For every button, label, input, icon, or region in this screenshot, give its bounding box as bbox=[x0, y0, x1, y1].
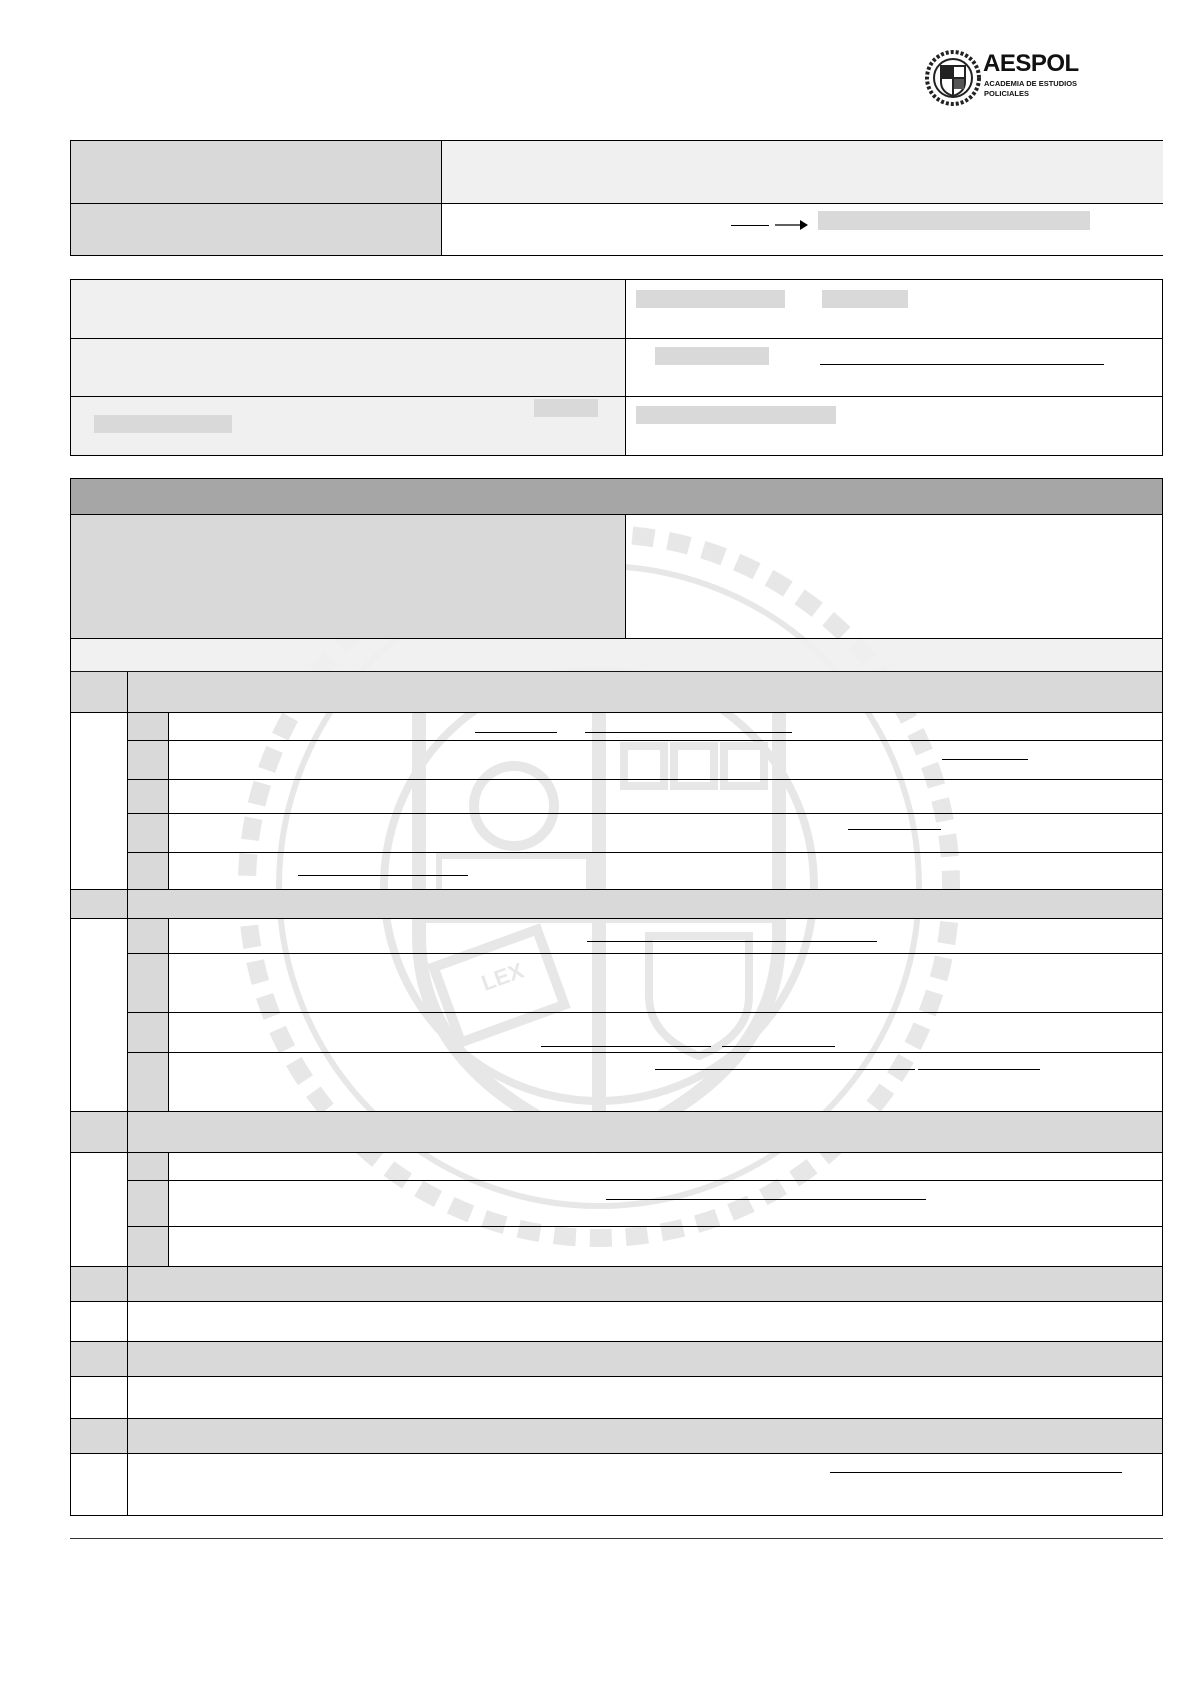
underline-blank bbox=[722, 1046, 835, 1047]
mid-value-cell-2 bbox=[626, 339, 1163, 397]
item-number-cell bbox=[128, 713, 169, 740]
item-number-cell bbox=[128, 1227, 169, 1266]
section-5-number-cell bbox=[71, 1342, 128, 1376]
mid-label-cell-2 bbox=[71, 339, 626, 397]
section-5-body bbox=[71, 1377, 1162, 1419]
underline-blank bbox=[848, 829, 941, 830]
mid-value-cell-1 bbox=[626, 280, 1163, 339]
section-1-header bbox=[71, 672, 1162, 713]
logo-subtitle-line2: POLICIALES bbox=[984, 89, 1030, 98]
underline-blank bbox=[606, 1199, 926, 1200]
section-2-header bbox=[71, 890, 1162, 919]
logo-title: AESPOL bbox=[983, 50, 1079, 77]
section-1-number-cell bbox=[71, 672, 128, 712]
main-form-table bbox=[70, 478, 1163, 1516]
item-number-cell bbox=[128, 853, 169, 889]
redacted-field bbox=[818, 211, 1090, 230]
item-number-cell bbox=[128, 1181, 169, 1226]
section-2-body bbox=[71, 919, 1162, 1112]
svg-text:LEX: LEX bbox=[478, 957, 527, 996]
arrow-right-icon bbox=[773, 218, 809, 232]
underline-blank bbox=[918, 1069, 1040, 1070]
redacted-field bbox=[636, 406, 836, 424]
section-2-item-row bbox=[128, 954, 1162, 1013]
info-label-cell-2 bbox=[71, 204, 442, 255]
info-table-top bbox=[70, 140, 1163, 256]
section-1-item-row bbox=[128, 741, 1162, 780]
aespol-logo bbox=[925, 48, 1079, 108]
logo-subtitle-line1: ACADEMIA DE ESTUDIOS bbox=[984, 79, 1078, 88]
form-top-right-cell bbox=[626, 515, 1162, 639]
redacted-field bbox=[636, 290, 785, 308]
underline-blank bbox=[541, 1046, 711, 1047]
section-1-left-cell bbox=[71, 713, 128, 889]
item-number-cell bbox=[128, 1013, 169, 1052]
section-3-title-cell bbox=[128, 1112, 1162, 1152]
redacted-field bbox=[822, 290, 908, 308]
section-1-item-row bbox=[128, 814, 1162, 853]
item-number-cell bbox=[128, 780, 169, 813]
section-6-title-cell bbox=[128, 1419, 1162, 1453]
section-2-item-row bbox=[128, 1013, 1162, 1053]
section-3-body bbox=[71, 1153, 1162, 1267]
mid-label-cell-3 bbox=[71, 397, 626, 455]
footer-divider bbox=[70, 1538, 1163, 1539]
section-6-left-cell bbox=[71, 1454, 128, 1515]
item-number-cell bbox=[128, 919, 169, 953]
underline-blank bbox=[731, 225, 769, 226]
underline-blank bbox=[820, 364, 1104, 365]
info-value-cell-1 bbox=[442, 141, 1163, 204]
section-3-item-row bbox=[128, 1153, 1162, 1181]
underline-blank bbox=[830, 1472, 1122, 1473]
section-3-item-row bbox=[128, 1227, 1162, 1266]
section-3-left-cell bbox=[71, 1153, 128, 1266]
underline-blank bbox=[298, 875, 468, 876]
section-1-title-cell bbox=[128, 672, 1162, 712]
mid-value-cell-3 bbox=[626, 397, 1163, 455]
info-label-cell-1 bbox=[71, 141, 442, 204]
section-1-item-row bbox=[128, 713, 1162, 741]
section-6-header bbox=[71, 1419, 1162, 1454]
section-3-item-row bbox=[128, 1181, 1162, 1227]
section-5-left-cell bbox=[71, 1377, 128, 1418]
form-header-bar bbox=[71, 479, 1162, 515]
section-2-left-cell bbox=[71, 919, 128, 1111]
section-4-body bbox=[71, 1302, 1162, 1342]
underline-blank bbox=[475, 732, 557, 733]
redacted-field bbox=[534, 399, 598, 417]
section-2-title-cell bbox=[128, 890, 1162, 918]
section-2-item-row bbox=[128, 919, 1162, 954]
section-6-number-cell bbox=[71, 1419, 128, 1453]
underline-blank bbox=[942, 759, 1028, 760]
section-1-body bbox=[71, 713, 1162, 890]
item-number-cell bbox=[128, 1153, 169, 1180]
section-5-title-cell bbox=[128, 1342, 1162, 1376]
info-value-cell-2 bbox=[442, 204, 1163, 255]
section-2-number-cell bbox=[71, 890, 128, 918]
section-3-header bbox=[71, 1112, 1162, 1153]
aespol-seal-icon bbox=[925, 50, 981, 106]
item-number-cell bbox=[128, 741, 169, 779]
section-4-left-cell bbox=[71, 1302, 128, 1341]
underline-blank bbox=[587, 941, 877, 942]
item-number-cell bbox=[128, 814, 169, 852]
section-3-number-cell bbox=[71, 1112, 128, 1152]
section-5-header bbox=[71, 1342, 1162, 1377]
section-1-item-row bbox=[128, 853, 1162, 889]
redacted-field bbox=[655, 347, 769, 365]
mid-label-cell-1 bbox=[71, 280, 626, 339]
section-2-item-row bbox=[128, 1053, 1162, 1111]
info-table-middle bbox=[70, 279, 1163, 456]
section-6-body bbox=[71, 1454, 1162, 1515]
underline-blank bbox=[585, 732, 792, 733]
underline-blank bbox=[655, 1069, 915, 1070]
section-4-title-cell bbox=[128, 1267, 1162, 1301]
section-1-item-row bbox=[128, 780, 1162, 814]
form-subheader-row bbox=[71, 639, 1162, 672]
redacted-field bbox=[94, 415, 232, 433]
section-4-header bbox=[71, 1267, 1162, 1302]
item-number-cell bbox=[128, 1053, 169, 1111]
section-4-number-cell bbox=[71, 1267, 128, 1301]
item-number-cell bbox=[128, 954, 169, 1012]
form-top-left-cell bbox=[71, 515, 626, 639]
